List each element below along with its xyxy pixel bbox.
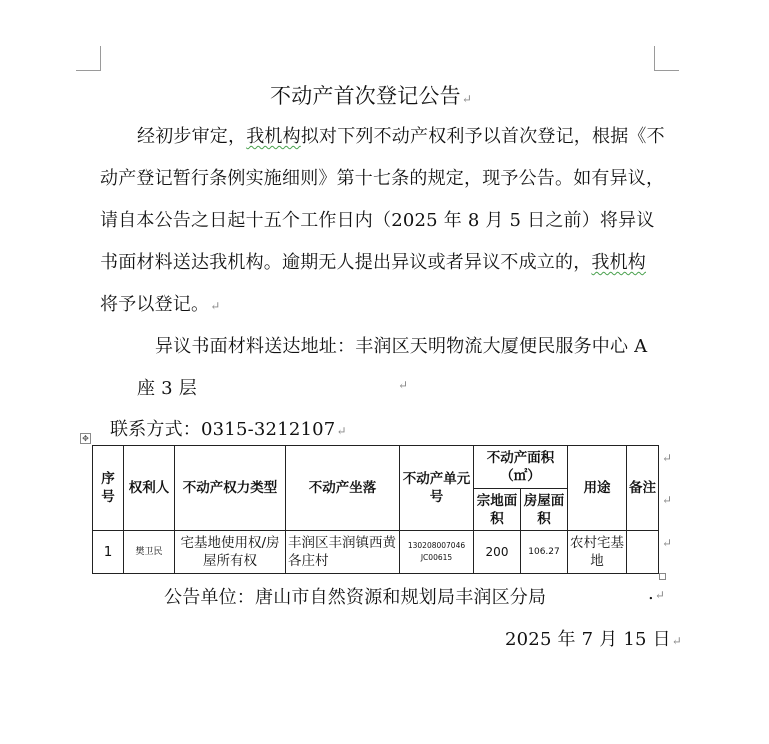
header-unit-number: 不动产单元号 — [400, 446, 474, 531]
paragraph-mark-icon: ↵ — [461, 92, 473, 106]
header-land-area: 宗地面积 — [474, 489, 521, 531]
cell-seq: 1 — [93, 531, 124, 574]
document-title: 不动产首次登记公告↵ — [270, 84, 473, 108]
row-end-mark-icon: ↵ — [662, 451, 673, 465]
spellcheck-org-2: 我机构 — [591, 252, 647, 273]
issuer-line: 公告单位：唐山市自然资源和规划局丰润区分局 — [164, 587, 547, 608]
header-seq: 序号 — [93, 446, 124, 531]
contact-line: 联系方式：0315-3212107↵ — [110, 419, 347, 440]
table-row — [93, 531, 659, 574]
cell-location: 丰润区丰润镇西黄各庄村 — [286, 531, 400, 574]
row-end-mark-icon: ↵ — [662, 536, 673, 550]
date-line: 2025 年 7 月 15 日↵ — [505, 629, 683, 650]
paragraph-mark-icon: ↵ — [671, 634, 683, 648]
unit-number-line2: JC00615 — [420, 553, 453, 562]
header-usage: 用途 — [568, 446, 627, 531]
para1-line5: 将予以登记。↵ — [100, 294, 221, 315]
cell-remark — [627, 531, 659, 574]
table-resize-handle-icon[interactable] — [659, 573, 666, 580]
unit-number-line1: 130208007046 — [407, 541, 466, 550]
para1-line1: 经初步审定，我机构拟对下列不动产权利予以首次登记，根据《不 — [137, 126, 665, 147]
cell-unit-number — [400, 531, 474, 574]
paragraph-mark-icon: ↵ — [210, 299, 221, 313]
top-right-crop-mark — [654, 46, 679, 71]
header-house-area: 房屋面积 — [521, 489, 568, 531]
cell-holder: 樊卫民 — [124, 531, 175, 574]
cell-land-area: 200 — [474, 531, 521, 574]
para1-line3: 请自本公告之日起十五个工作日内（2025 年 8 月 5 日之前）将异议 — [100, 210, 655, 231]
cell-usage: 农村宅基地 — [568, 531, 627, 574]
header-right-type: 不动产权力类型 — [175, 446, 286, 531]
address-line1: 异议书面材料送达地址：丰润区天明物流大厦便民服务中心 A — [155, 336, 648, 357]
paragraph-mark-icon: ↵ — [398, 378, 409, 392]
top-left-crop-mark — [76, 46, 101, 71]
row-end-mark-icon: ↵ — [662, 493, 673, 507]
header-holder: 权利人 — [124, 446, 175, 531]
address-line2: 座 3 层 — [137, 378, 197, 399]
cell-right-type: 宅基地使用权/房屋所有权 — [175, 531, 286, 574]
header-area-group: 不动产面积（㎡） — [474, 446, 568, 489]
issuer-tail: .↵ — [648, 583, 666, 604]
table-move-handle-icon[interactable]: ✥ — [80, 433, 91, 444]
para1-line4: 书面材料送达我机构。逾期无人提出异议或者异议不成立的，我机构 — [100, 252, 647, 273]
paragraph-mark-icon: ↵ — [654, 588, 666, 602]
cell-house-area: 106.27 — [521, 531, 568, 574]
header-remark: 备注 — [627, 446, 659, 531]
spellcheck-org-1: 我机构 — [246, 126, 301, 147]
para1-line2: 动产登记暂行条例实施细则》第十七条的规定，现予公告。如有异议， — [100, 168, 665, 189]
announcement-table — [92, 445, 659, 574]
paragraph-mark-icon: ↵ — [336, 424, 347, 438]
header-location: 不动产坐落 — [286, 446, 400, 531]
